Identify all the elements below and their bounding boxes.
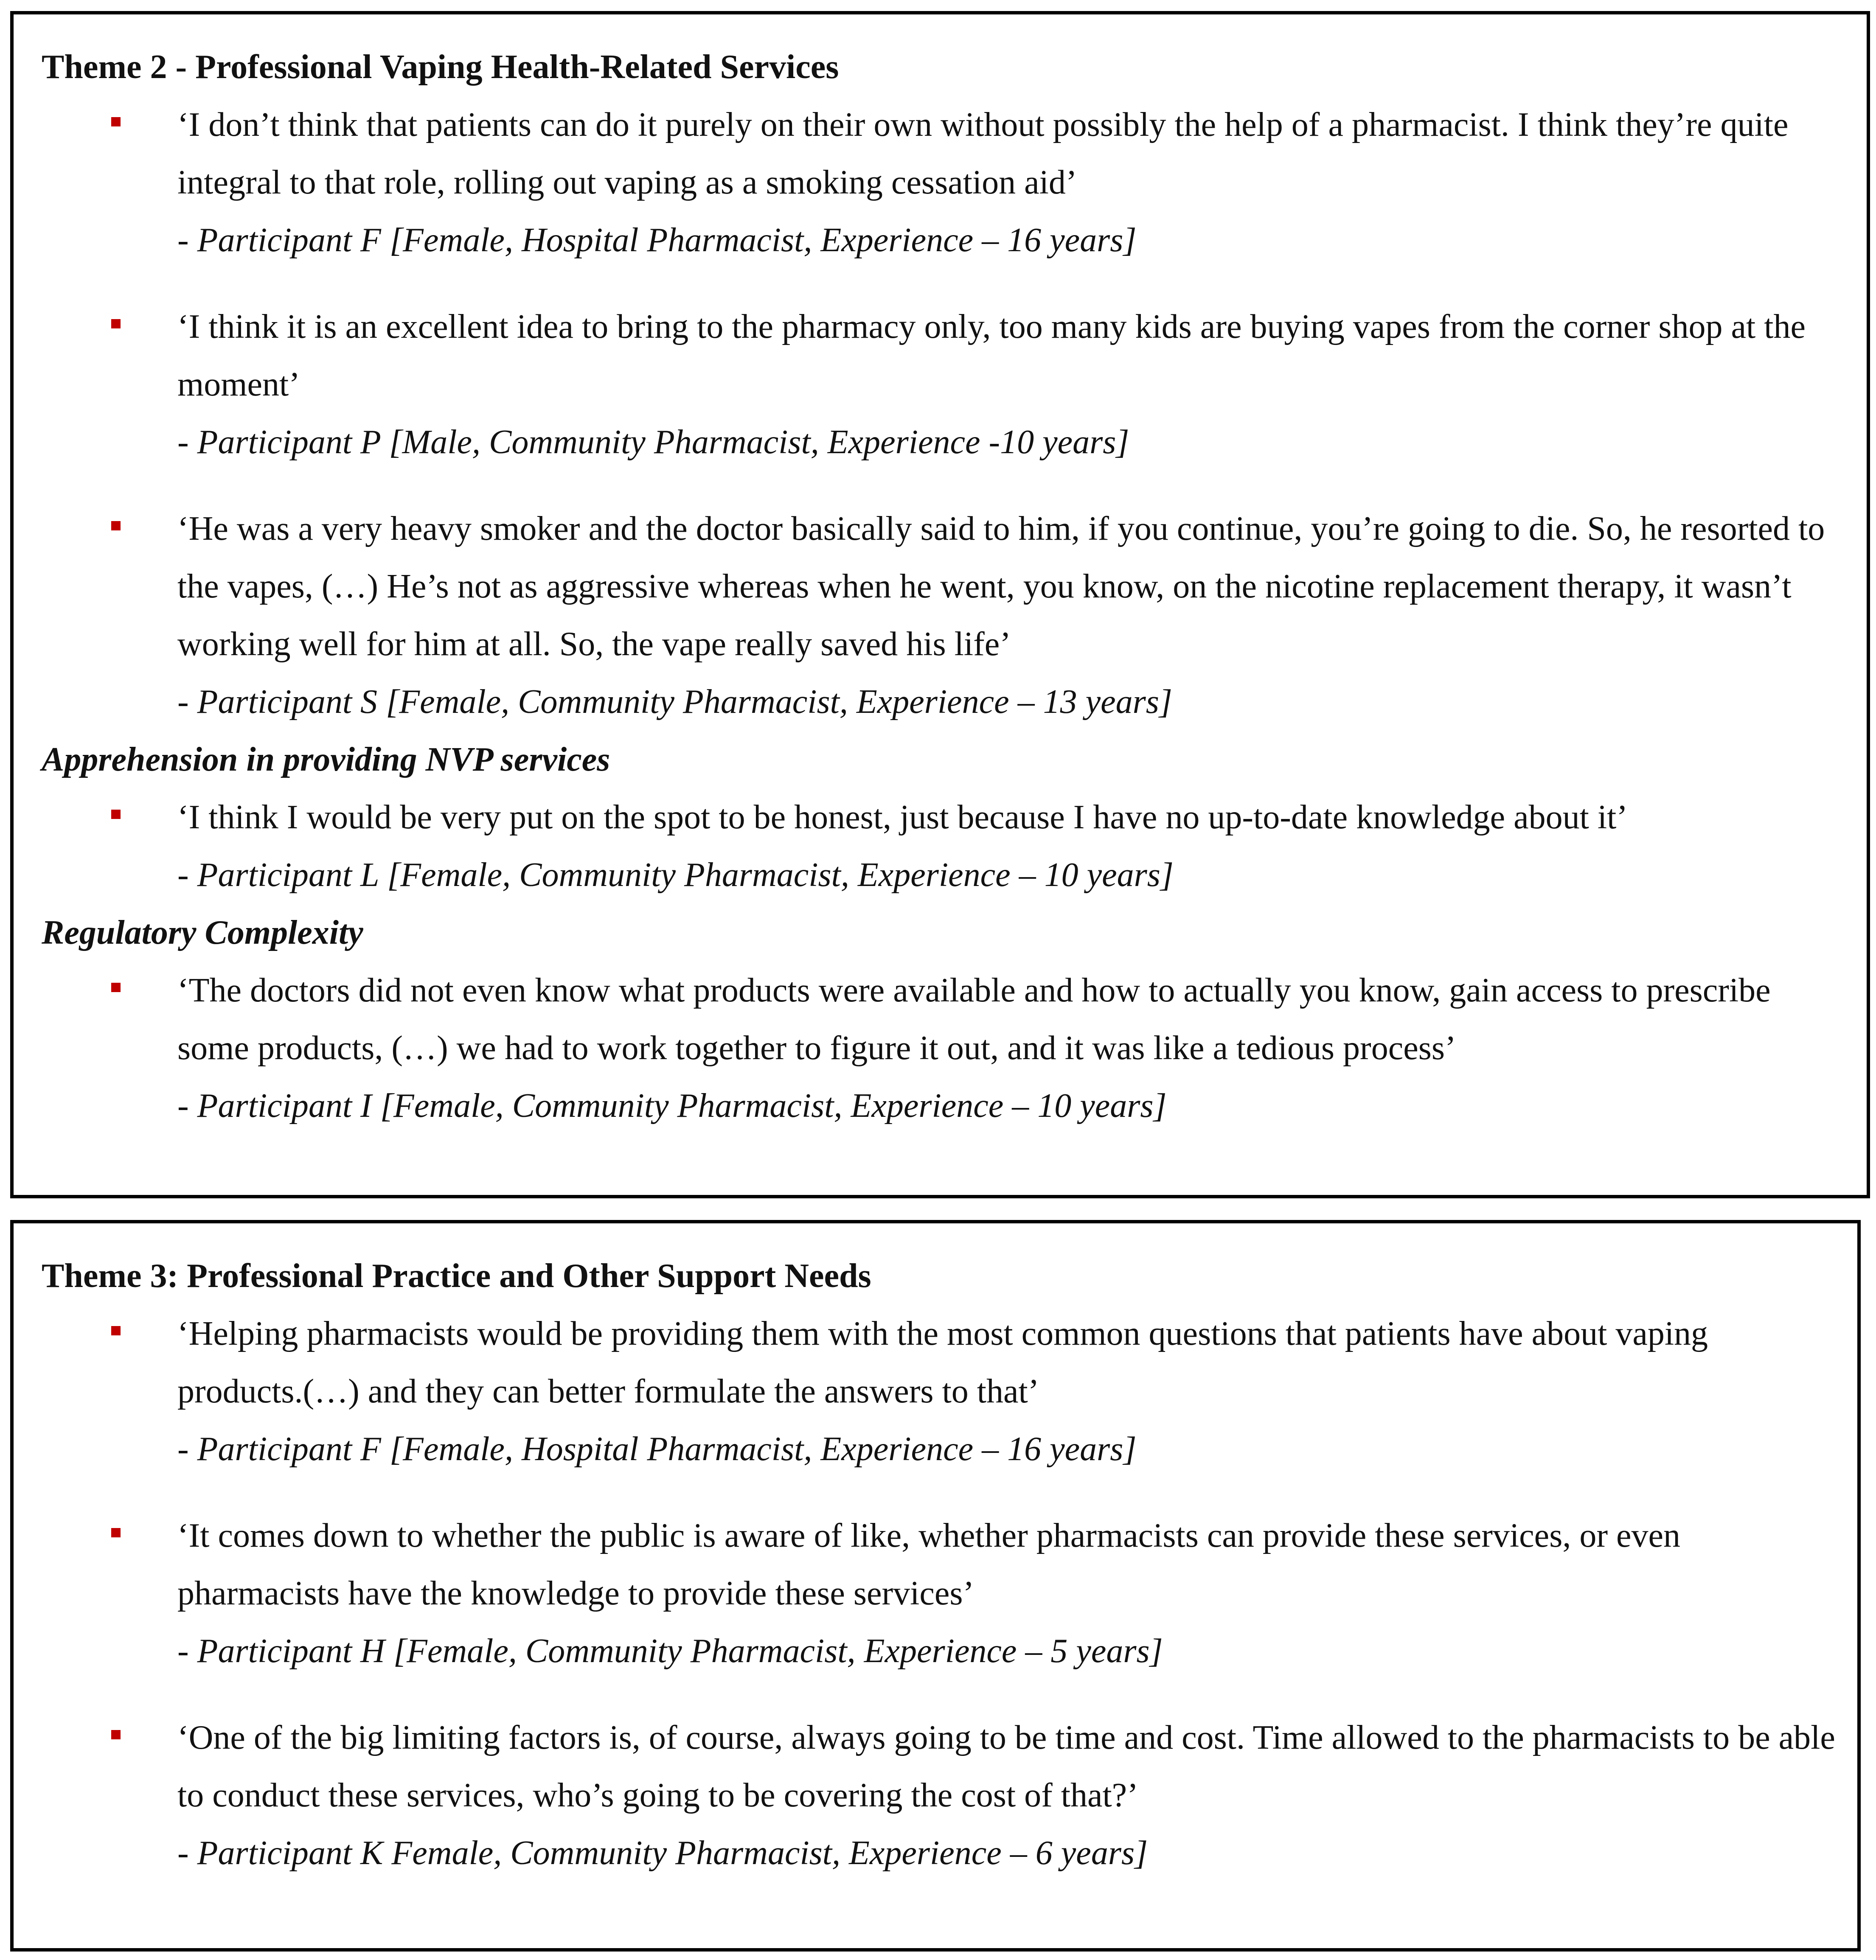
theme-3-quote-list: [42, 1305, 1840, 1882]
quote-attribution: [177, 846, 1850, 904]
quote-item: [42, 500, 1850, 731]
quote-item: [42, 96, 1850, 269]
quote-text: ‘It comes down to whether the public is aware of like, whether pharmacists can provide these services, or even pharmacists have the knowledge to provide these services’: [177, 1517, 1680, 1612]
quote-attribution: [177, 1077, 1850, 1135]
red-square-bullet-icon: [111, 810, 121, 819]
theme-2-quote-list: [42, 96, 1850, 731]
red-square-bullet-icon: [111, 983, 121, 992]
quote-text: ‘I think it is an excellent idea to bring to the pharmacy only, too many kids are buying vapes from the corner shop at the moment’: [177, 308, 1806, 403]
quote-item: [42, 1709, 1840, 1882]
apprehension-quote-list: [42, 788, 1850, 904]
quote-attribution: [177, 1824, 1840, 1882]
subsection-heading-regulatory: Regulatory Complexity: [42, 914, 363, 951]
attribution-details: [Male, Community Pharmacist, Experience -10 years]: [389, 423, 1129, 461]
quote-item: [42, 788, 1850, 904]
quote-attribution: [177, 211, 1850, 269]
subsection-heading-apprehension: Apprehension in providing NVP services: [42, 741, 610, 778]
attribution-details: [Female, Community Pharmacist, Experience – 13 years]: [386, 683, 1172, 721]
theme-2-heading: Theme 2 - Professional Vaping Health-Related Services: [42, 48, 839, 86]
attribution-details: [Female, Community Pharmacist, Experience – 5 years]: [393, 1632, 1163, 1670]
red-square-bullet-icon: [111, 1326, 121, 1335]
quote-item: [42, 962, 1850, 1135]
quote-text: ‘Helping pharmacists would be providing them with the most common questions that patients have about vaping products.(…) and they can better formulate the answers to that’: [177, 1315, 1708, 1410]
attribution-details: [Female, Community Pharmacist, Experience – 10 years]: [387, 856, 1174, 894]
quote-text: ‘I don’t think that patients can do it purely on their own without possibly the help of a pharmacist. I think they’re quite integral to that role, rolling out vaping as a smoking cessation aid’: [177, 106, 1789, 201]
attribution-participant: - Participant I [Female, Community Pharmacist, Experience – 10 years]: [177, 1087, 1167, 1124]
quote-attribution: [177, 413, 1850, 471]
attribution-participant: - Participant F [Female, Hospital Pharmacist, Experience – 16 years]: [177, 222, 1137, 259]
attribution-participant: - Participant F [Female, Hospital Pharmacist, Experience – 16 years]: [177, 1430, 1137, 1468]
attribution-participant: - Participant K Female, Community Pharmacist, Experience – 6 years]: [177, 1834, 1148, 1872]
quote-item: [42, 298, 1850, 471]
red-square-bullet-icon: [111, 319, 121, 328]
quote-text: ‘I think I would be very put on the spot to be honest, just because I have no up-to-date knowledge about it’: [177, 799, 1628, 836]
quote-text: ‘He was a very heavy smoker and the doctor basically said to him, if you continue, you’re going to die. So, he resorted to the vapes, (…) He’s not as aggressive whereas when he went, you know, on the nicotine replacement therapy, it wasn’t working well for him at all. So, the vape really saved his life’: [177, 510, 1825, 663]
theme-3-box: [10, 1220, 1861, 1952]
quote-text: ‘One of the big limiting factors is, of course, always going to be time and cost. Time allowed to the pharmacists to be able to conduct these services, who’s going to be covering the cost of that?’: [177, 1719, 1835, 1814]
attribution-participant: - Participant S: [177, 683, 386, 721]
quote-attribution: [177, 1420, 1840, 1478]
red-square-bullet-icon: [111, 117, 121, 126]
attribution-participant: - Participant P: [177, 423, 389, 461]
theme-3-heading: Theme 3: Professional Practice and Other Support Needs: [42, 1257, 871, 1295]
theme-3-content: [42, 1247, 1840, 1882]
red-square-bullet-icon: [111, 1730, 121, 1739]
quote-attribution: [177, 673, 1850, 731]
theme-2-box: [10, 11, 1870, 1198]
red-square-bullet-icon: [111, 521, 121, 530]
attribution-participant: - Participant L: [177, 856, 388, 894]
quote-item: [42, 1305, 1840, 1478]
regulatory-quote-list: [42, 962, 1850, 1135]
red-square-bullet-icon: [111, 1528, 121, 1537]
theme-2-content: [42, 38, 1850, 1135]
quote-attribution: [177, 1622, 1840, 1680]
quote-item: [42, 1507, 1840, 1680]
quote-text: ‘The doctors did not even know what products were available and how to actually you know, gain access to prescribe some products, (…) we had to work together to figure it out, and it was like a tedious process’: [177, 972, 1771, 1067]
attribution-participant: - Participant H: [177, 1632, 393, 1670]
